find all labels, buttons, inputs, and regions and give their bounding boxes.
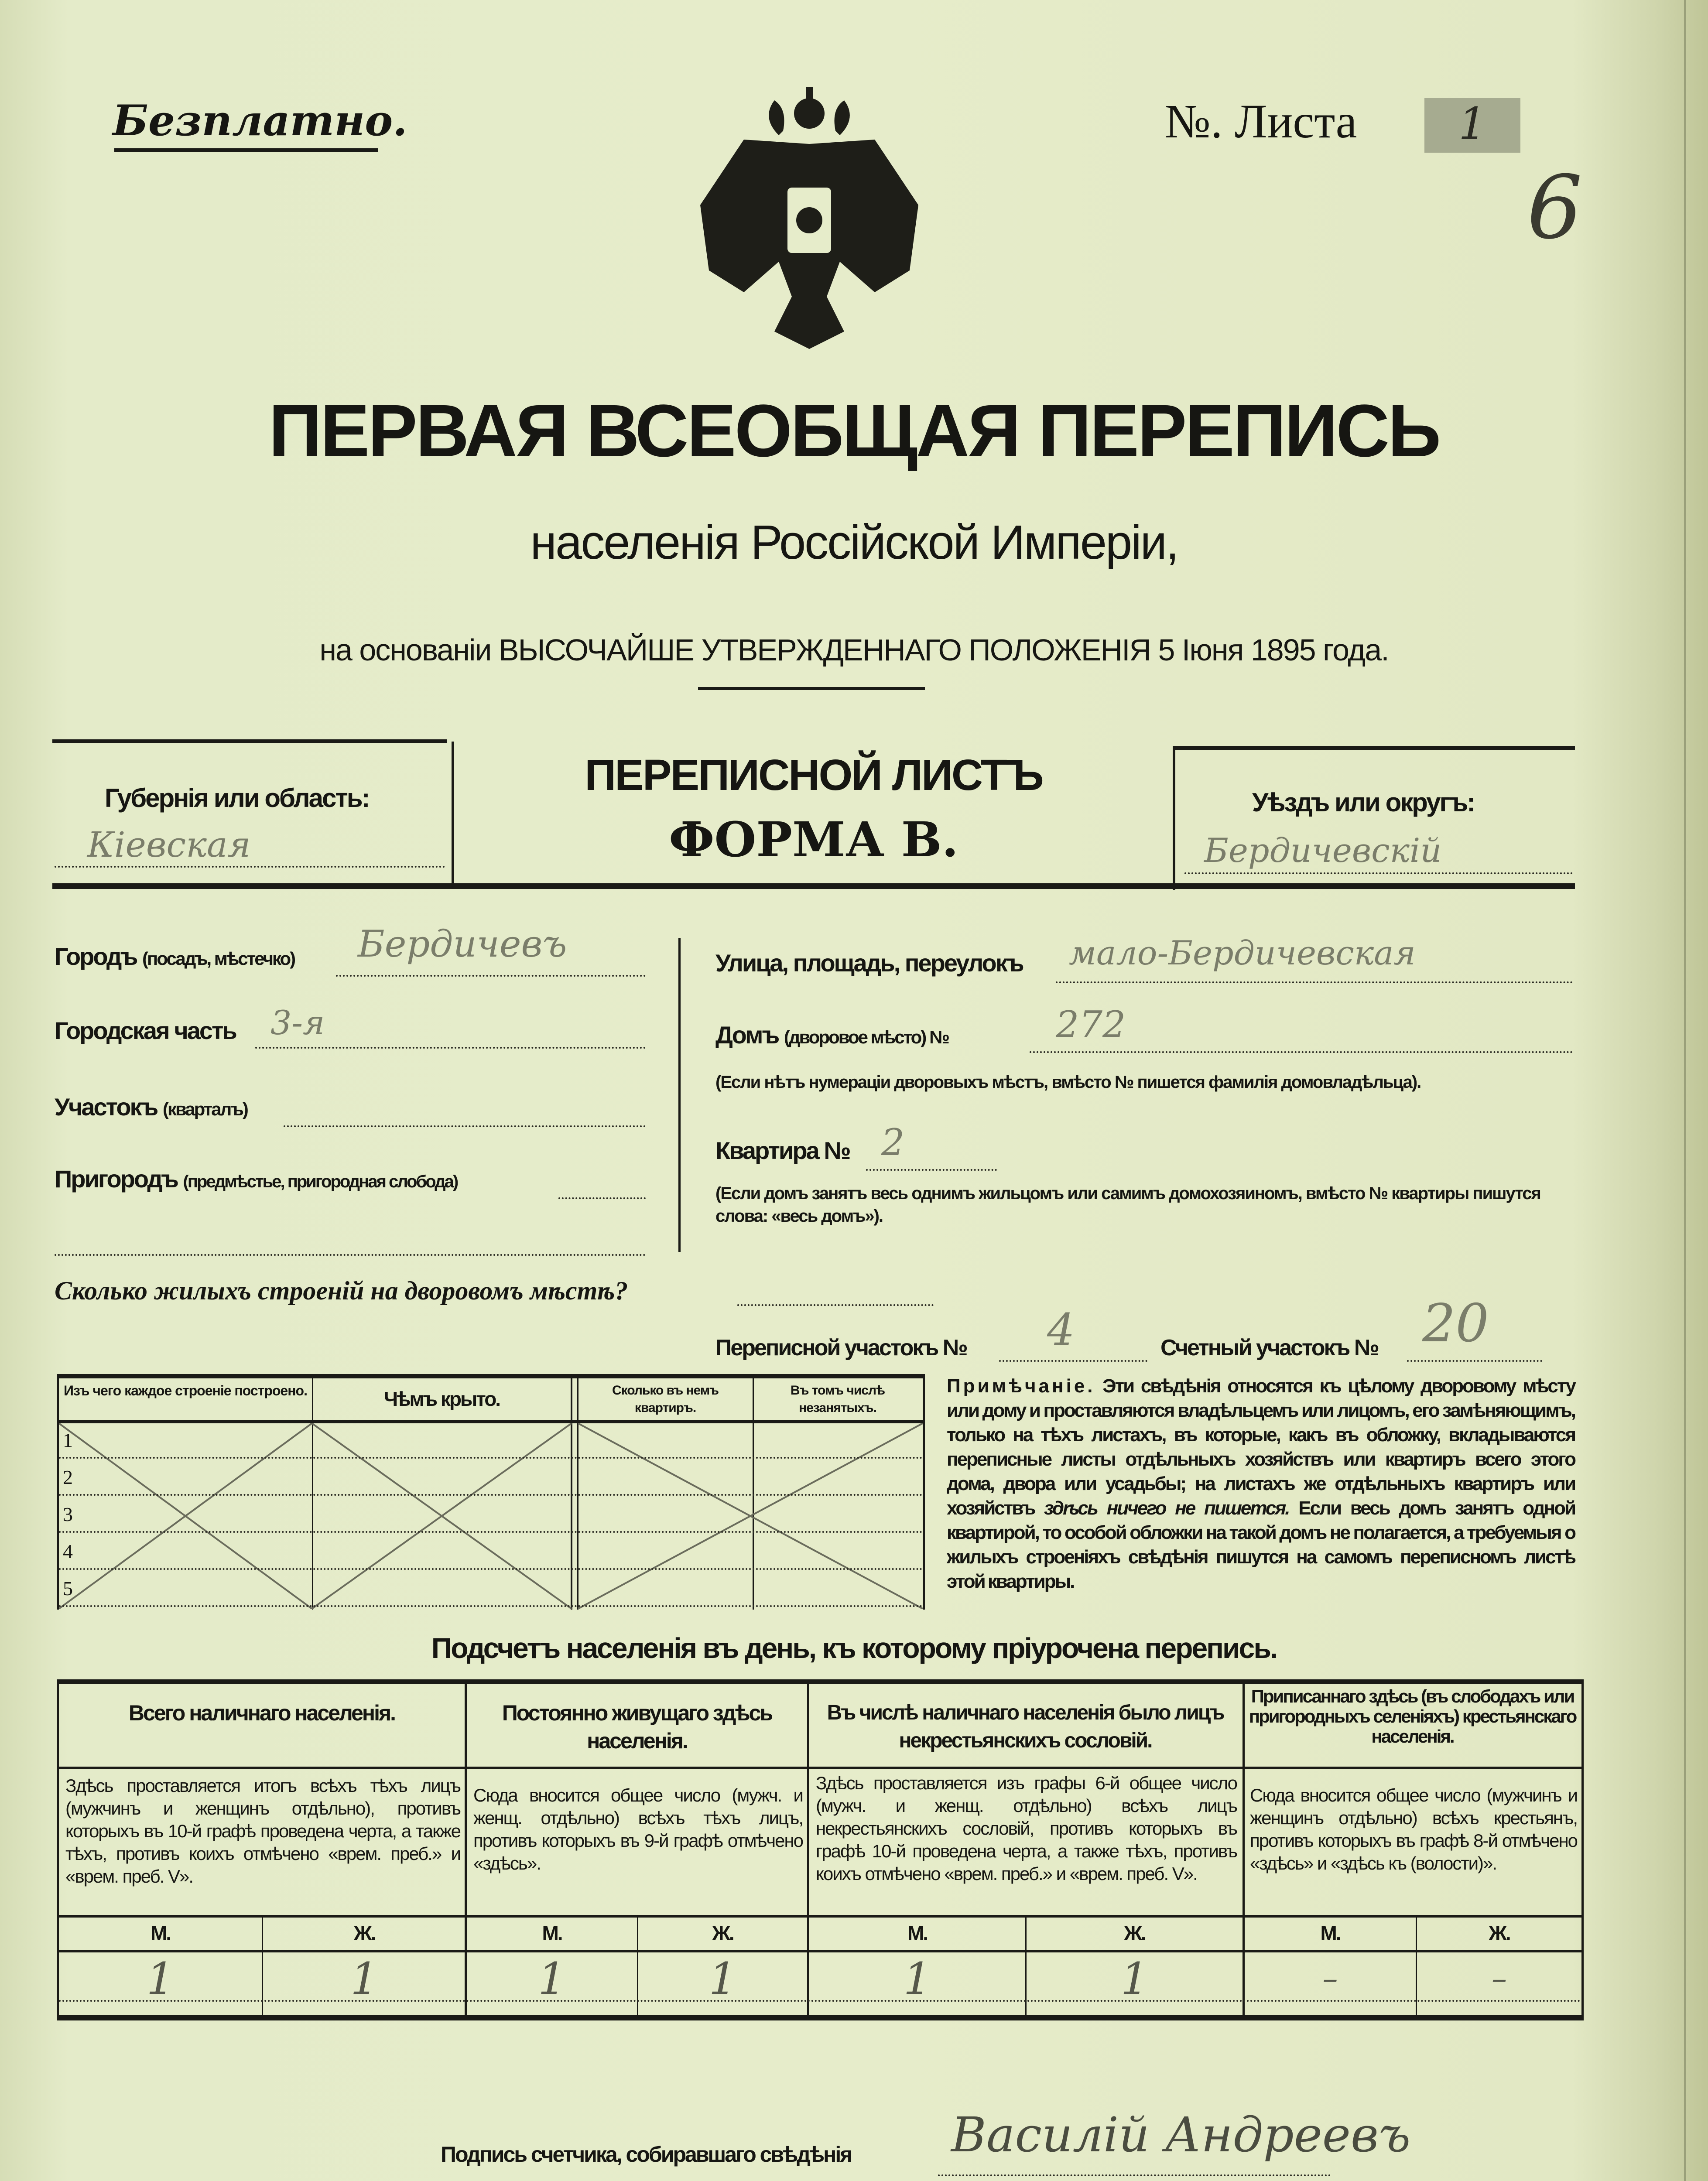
district-label: Уѣздъ или округъ: (1252, 788, 1475, 817)
population-col-3-desc: Здѣсь проставляется изъ графы 6-й общее число (мужч. и женщ. отдѣльно) всѣхъ лицъ некрестьянскихъ сословій, противъ которыхъ въ графѣ 10-й проведена черта, а также тѣхъ, противъ коихъ отмѣчено «врем. преб.» и «врем. преб. V». (816, 1773, 1237, 1884)
census-district-value[interactable]: 4 (1047, 1304, 1075, 1355)
population-col-2-m-value[interactable]: 1 (538, 1953, 566, 2004)
legal-basis: на основаніи ВЫСОЧАЙШЕ УТВЕРЖДЕННАГО ПОЛОЖЕНІЯ 5 Іюня 1895 года. (319, 633, 1389, 667)
population-heading-divider (59, 1767, 1581, 1769)
population-col-2-m-label: М. (542, 1922, 562, 1945)
house-note: (дворовое мѣсто) № (784, 1027, 948, 1047)
population-table-bottom (57, 2015, 1584, 2020)
city-part-value[interactable]: 3-я (270, 1003, 325, 1042)
buildings-table-top (57, 1374, 925, 1378)
buildings-row-2: 2 (63, 1466, 73, 1488)
note-text: Эти свѣдѣнія относятся къ цѣлому дворовому мѣсту или дому и проставляются владѣльцемъ или лицомъ, его замѣняющимъ, только на тѣхъ листахъ, въ которые, какъ въ обложку, вкладываются переписные листы отдѣльныхъ хозяйствъ или квартиръ всего этого дома, двора или усадьбы; на листахъ же отдѣльныхъ квартиръ или хозяйствъ (947, 1375, 1575, 1519)
province-label: Губернія или область: (105, 783, 369, 813)
city-note: (посадъ, мѣстечко) (142, 948, 295, 969)
city-part-label: Городская часть (55, 1017, 236, 1044)
buildings-table-right (923, 1374, 925, 1610)
signature-label: Подпись счетчика, собиравшаго свѣдѣнія (441, 2142, 852, 2167)
city-value[interactable]: Бердичевъ (358, 923, 567, 965)
buildings-question: Сколько жилыхъ строеній на дворовомъ мѣстѣ? (55, 1276, 628, 1305)
province-value[interactable]: Кіевская (87, 824, 251, 865)
buildings-row-3: 3 (63, 1503, 73, 1525)
buildings-col-vacant: Въ томъ числѣ незанятыхъ. (790, 1383, 885, 1415)
form-header-top-right (1174, 746, 1575, 750)
buildings-row-line-5 (59, 1605, 923, 1607)
double-headed-eagle-icon (691, 87, 927, 349)
census-district-label: Переписной участокъ № (715, 1335, 967, 1361)
sheet-number-label: №. Листа (1165, 95, 1357, 148)
precinct-field-line (284, 1125, 646, 1127)
sheet-number-value[interactable]: 1 (1424, 98, 1520, 153)
suburb-label-text: Пригородъ (55, 1165, 178, 1193)
population-col-3-m-label: М. (907, 1922, 928, 1945)
address-divider (678, 938, 681, 1252)
signature-value[interactable]: Василій Андреевъ (951, 2107, 1411, 2163)
population-col-1-heading: Всего наличнаго населенія. (128, 1701, 395, 1725)
apartment-label: Квартира № (715, 1137, 850, 1164)
population-col-4-f-label: Ж. (1489, 1922, 1510, 1945)
house-label (715, 1021, 948, 1049)
form-header-divider-right (1173, 746, 1175, 890)
count-district-field-line (1407, 1360, 1542, 1362)
population-col-4-m-value[interactable]: – (1322, 1961, 1338, 1996)
population-col-3-heading: Въ числѣ наличнаго населенія было лицъ некрестьянскихъ сословій. (827, 1701, 1224, 1752)
signature-line (938, 2174, 1331, 2176)
street-label: Улица, площадь, переулокъ (715, 949, 1023, 977)
page-title: ПЕРВАЯ ВСЕОБЩАЯ ПЕРЕПИСЬ (268, 390, 1440, 472)
form-title: ПЕРЕПИСНОЙ ЛИСТЪ (585, 751, 1043, 800)
population-col-2-heading: Постоянно живущаго здѣсь населенія. (502, 1701, 772, 1753)
census-district-field-line (999, 1360, 1147, 1362)
form-header-bottom (52, 883, 1575, 889)
population-table-top (57, 1679, 1584, 1684)
city-label-text: Городъ (55, 943, 137, 970)
population-col-1-desc: Здѣсь проставляется итогъ всѣхъ тѣхъ лицъ (мужчинъ и женщинъ отдѣльно), противъ которыхъ въ 10-й графѣ проведена черта, а также тѣхъ, противъ коихъ отмѣчено «врем. преб.» и «врем. преб. V». (65, 1775, 460, 1887)
count-district-label: Счетный участокъ № (1160, 1335, 1378, 1361)
buildings-row-line-4 (59, 1568, 923, 1570)
population-col-1-m-label: М. (150, 1922, 171, 1945)
buildings-row-line-3 (59, 1531, 923, 1533)
population-col-4-desc: Сюда вносится общее число (мужчинъ и женщинъ отдѣльно) всѣхъ крестьянъ, противъ которыхъ въ графѣ 8-й отмѣчено «здѣсь» и «здѣсь къ (волости)». (1250, 1785, 1577, 1873)
precinct-label (55, 1093, 247, 1121)
form-subtitle: ФОРМА В. (669, 811, 958, 868)
population-mf-label-divider (59, 1950, 1581, 1952)
note-italic: здѣсь ничего не пишется. (1044, 1497, 1289, 1519)
province-field-line (55, 866, 445, 868)
street-field-line (1056, 981, 1573, 983)
buildings-note (947, 1374, 1575, 1594)
suburb-field-line-2 (55, 1254, 646, 1256)
house-field-line (1030, 1051, 1573, 1053)
population-col-2-desc: Сюда вносится общее число (мужч. и женщ. отдѣльно) всѣхъ тѣхъ лицъ, противъ которыхъ въ 9-й графѣ отмѣчено «здѣсь». (473, 1785, 803, 1873)
population-col-3-f-value[interactable]: 1 (1120, 1953, 1149, 2004)
house-hint: (Если нѣтъ нумераціи дворовыхъ мѣстъ, вмѣсто № пишется фамилія домовладѣльца). (715, 1073, 1421, 1092)
city-field-line (336, 975, 646, 977)
buildings-row-line-1 (59, 1457, 923, 1459)
buildings-row-1: 1 (63, 1429, 73, 1451)
form-header-top-left (52, 739, 447, 743)
population-col-1-f-label: Ж. (353, 1922, 375, 1945)
note-heading: Примѣчаніе. (947, 1375, 1095, 1397)
buildings-table (57, 1374, 925, 1610)
buildings-col-material: Изъ чего каждое строеніе построено. (64, 1383, 307, 1398)
population-title: Подсчетъ населенія въ день, къ которому пріурочена перепись. (431, 1632, 1277, 1664)
suburb-note: (предмѣстье, пригородная слобода) (183, 1172, 458, 1191)
precinct-note: (кварталъ) (162, 1099, 247, 1119)
city-label (55, 942, 294, 971)
free-label: Безплатно. (113, 96, 407, 145)
sheet-number-handwritten: 6 (1527, 157, 1583, 259)
house-value[interactable]: 272 (1056, 1003, 1126, 1046)
count-district-value[interactable]: 20 (1422, 1293, 1489, 1354)
population-col-4-heading: Приписаннаго здѣсь (въ слободахъ или пригородныхъ селеніяхъ) крестьянскаго населенія. (1249, 1686, 1576, 1747)
free-label-underline (114, 148, 378, 152)
buildings-header-divider (59, 1420, 923, 1423)
apartment-value[interactable]: 2 (881, 1121, 905, 1164)
form-header-divider-left (452, 742, 454, 885)
population-table (57, 1679, 1584, 2020)
population-table-right (1581, 1682, 1584, 2020)
apartment-field-line (866, 1169, 997, 1171)
population-col-4-m-label: М. (1320, 1922, 1340, 1945)
population-col-3-f-label: Ж. (1124, 1922, 1145, 1945)
suburb-label (55, 1165, 457, 1193)
paper-edge (1684, 0, 1686, 2181)
note-text-2: Если весь домъ занятъ одной квартирой, то особой обложки на такой домъ не полагается, а требуемыя о жилыхъ строеніяхъ свѣдѣнія пишутся на самомъ переписномъ листѣ этой квартиры. (947, 1497, 1575, 1592)
page-subtitle: населенія Россійской Имперіи, (530, 516, 1178, 569)
precinct-label-text: Участокъ (55, 1093, 157, 1121)
population-col-2-f-label: Ж. (712, 1922, 733, 1945)
buildings-answer-line (737, 1304, 934, 1306)
buildings-col-roof: Чѣмъ крыто. (383, 1388, 500, 1410)
district-value[interactable]: Бердичевскій (1204, 831, 1442, 870)
buildings-row-line-2 (59, 1494, 923, 1496)
buildings-row-4: 4 (63, 1540, 73, 1562)
city-part-field-line (255, 1047, 646, 1049)
population-col-1-m-value[interactable]: 1 (146, 1953, 175, 2004)
district-field-line (1184, 872, 1573, 874)
title-divider (698, 687, 925, 690)
apartment-hint: (Если домъ занятъ весь однимъ жильцомъ или самимъ домохозяиномъ, вмѣсто № квартиры пишутся слова: «весь домъ»). (715, 1184, 1540, 1226)
population-col-4-f-value[interactable]: – (1492, 1961, 1507, 1996)
buildings-col-apartments: Сколько въ немъ квартиръ. (612, 1383, 719, 1415)
buildings-row-5: 5 (63, 1577, 73, 1600)
population-desc-divider (59, 1915, 1581, 1918)
street-value[interactable]: мало-Бердичевская (1069, 933, 1416, 972)
population-col-1-f-value[interactable]: 1 (350, 1953, 378, 2004)
population-col-2-f-value[interactable]: 1 (709, 1953, 737, 2004)
house-label-text: Домъ (715, 1021, 779, 1049)
population-col-3-m-value[interactable]: 1 (903, 1953, 931, 2004)
suburb-field-line (558, 1197, 646, 1199)
buildings-crossed-out-marks (59, 1423, 923, 1609)
